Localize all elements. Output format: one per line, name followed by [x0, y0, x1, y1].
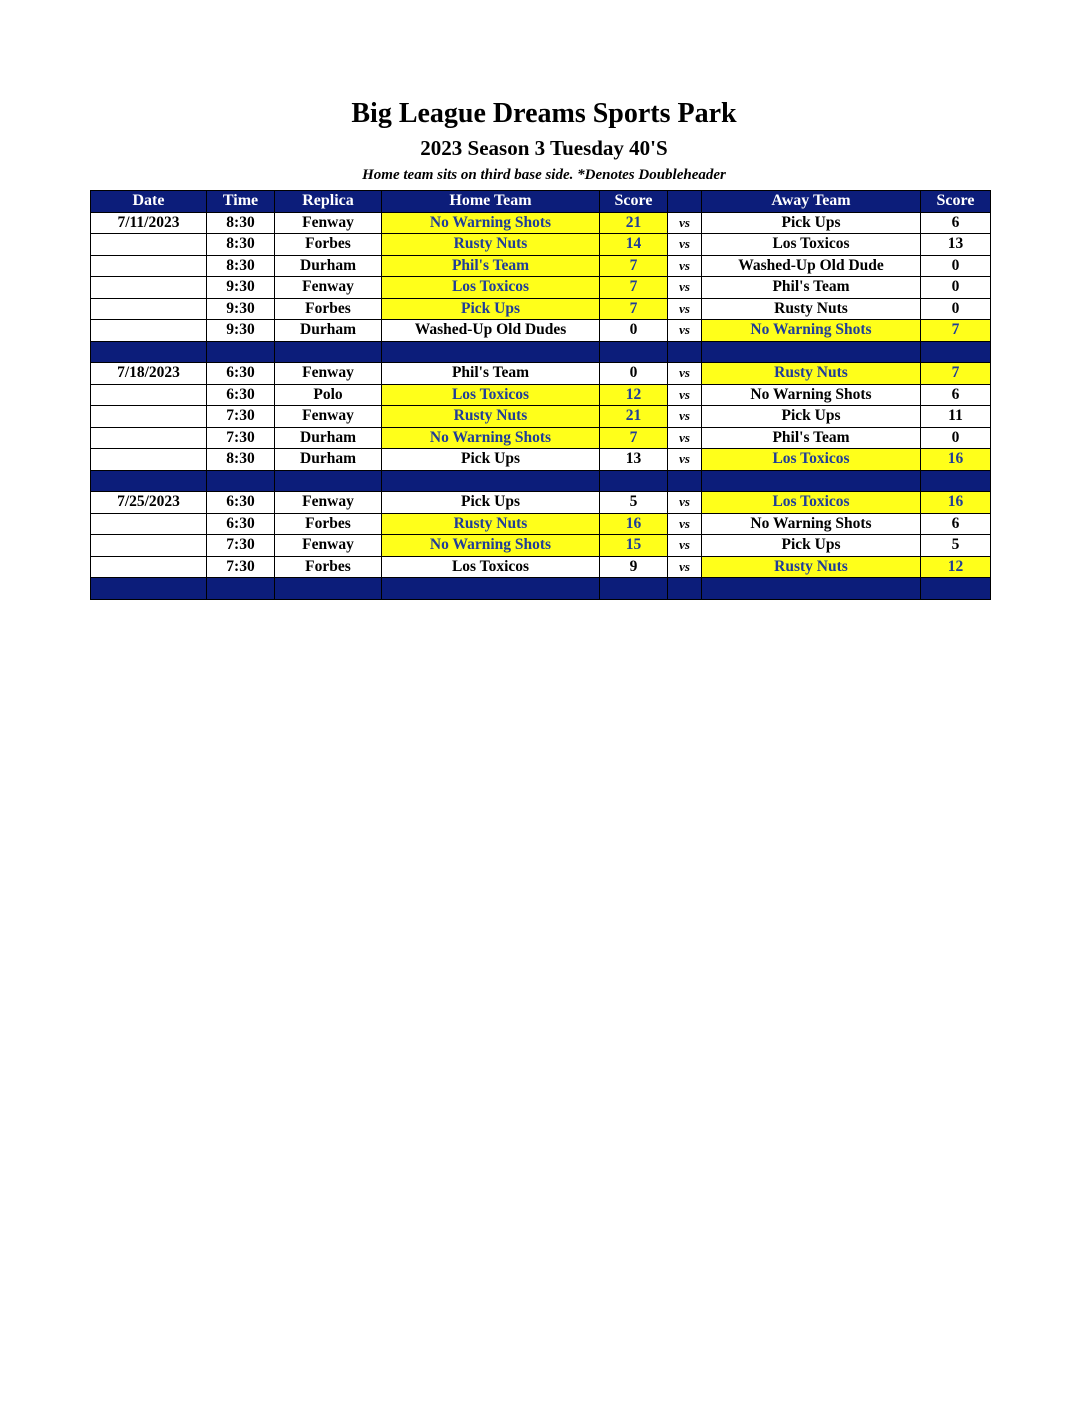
header-away-score: Score — [921, 191, 991, 213]
home-score: 0 — [600, 363, 668, 385]
separator-cell — [668, 470, 702, 492]
vs-label: vs — [668, 363, 702, 385]
vs-label: vs — [668, 492, 702, 514]
separator-cell — [921, 578, 991, 600]
away-team: Washed-Up Old Dude — [702, 255, 921, 277]
home-team: Los Toxicos — [382, 384, 600, 406]
home-team: No Warning Shots — [382, 212, 600, 234]
game-time: 8:30 — [207, 234, 275, 256]
vs-label: vs — [668, 556, 702, 578]
away-team: Rusty Nuts — [702, 363, 921, 385]
table-row — [91, 449, 991, 471]
separator-cell — [702, 470, 921, 492]
game-time: 6:30 — [207, 363, 275, 385]
game-replica: Fenway — [275, 212, 382, 234]
game-date — [91, 406, 207, 428]
home-score: 15 — [600, 535, 668, 557]
schedule-note: Home team sits on third base side. *Denotes Doubleheader — [362, 167, 726, 183]
separator-cell — [600, 578, 668, 600]
separator-row — [91, 341, 991, 363]
game-replica: Fenway — [275, 363, 382, 385]
game-date — [91, 234, 207, 256]
header-replica: Replica — [275, 191, 382, 213]
separator-cell — [91, 578, 207, 600]
home-score: 21 — [600, 212, 668, 234]
game-time: 6:30 — [207, 492, 275, 514]
vs-label: vs — [668, 298, 702, 320]
game-replica: Forbes — [275, 234, 382, 256]
away-team: No Warning Shots — [702, 320, 921, 342]
game-time: 6:30 — [207, 513, 275, 535]
table-row — [91, 363, 991, 385]
game-date: 7/11/2023 — [91, 212, 207, 234]
home-team: Pick Ups — [382, 492, 600, 514]
game-replica: Durham — [275, 427, 382, 449]
vs-label: vs — [668, 384, 702, 406]
away-score: 7 — [921, 320, 991, 342]
game-time: 7:30 — [207, 427, 275, 449]
header-home-score: Score — [600, 191, 668, 213]
separator-cell — [91, 470, 207, 492]
separator-cell — [275, 341, 382, 363]
game-date: 7/18/2023 — [91, 363, 207, 385]
vs-label: vs — [668, 277, 702, 299]
table-row — [91, 513, 991, 535]
home-score: 21 — [600, 406, 668, 428]
home-score: 13 — [600, 449, 668, 471]
away-score: 11 — [921, 406, 991, 428]
vs-label: vs — [668, 427, 702, 449]
home-team: No Warning Shots — [382, 427, 600, 449]
vs-label: vs — [668, 449, 702, 471]
away-team: Pick Ups — [702, 212, 921, 234]
game-time: 8:30 — [207, 255, 275, 277]
game-date: 7/25/2023 — [91, 492, 207, 514]
separator-cell — [600, 341, 668, 363]
away-score: 0 — [921, 427, 991, 449]
game-time: 6:30 — [207, 384, 275, 406]
table-row — [91, 255, 991, 277]
home-team: Rusty Nuts — [382, 406, 600, 428]
game-date — [91, 384, 207, 406]
away-score: 12 — [921, 556, 991, 578]
away-score: 0 — [921, 277, 991, 299]
home-team: Rusty Nuts — [382, 234, 600, 256]
game-replica: Durham — [275, 255, 382, 277]
game-replica: Durham — [275, 449, 382, 471]
game-replica: Fenway — [275, 406, 382, 428]
away-score: 5 — [921, 535, 991, 557]
home-team: Washed-Up Old Dudes — [382, 320, 600, 342]
home-score: 7 — [600, 427, 668, 449]
table-row — [91, 212, 991, 234]
vs-label: vs — [668, 255, 702, 277]
away-score: 0 — [921, 298, 991, 320]
vs-label: vs — [668, 406, 702, 428]
home-score: 16 — [600, 513, 668, 535]
schedule-body — [91, 212, 991, 599]
home-team: Pick Ups — [382, 298, 600, 320]
table-row — [91, 277, 991, 299]
game-date — [91, 556, 207, 578]
table-row — [91, 406, 991, 428]
separator-cell — [275, 470, 382, 492]
game-time: 9:30 — [207, 298, 275, 320]
header-date: Date — [91, 191, 207, 213]
home-team: Phil's Team — [382, 255, 600, 277]
separator-cell — [91, 341, 207, 363]
away-score: 0 — [921, 255, 991, 277]
separator-row — [91, 470, 991, 492]
separator-cell — [382, 470, 600, 492]
home-score: 5 — [600, 492, 668, 514]
game-time: 7:30 — [207, 535, 275, 557]
header-away-team: Away Team — [702, 191, 921, 213]
away-team: Pick Ups — [702, 535, 921, 557]
game-replica: Durham — [275, 320, 382, 342]
away-team: Pick Ups — [702, 406, 921, 428]
away-score: 7 — [921, 363, 991, 385]
table-row — [91, 384, 991, 406]
game-replica: Forbes — [275, 513, 382, 535]
game-time: 8:30 — [207, 449, 275, 471]
home-team: Rusty Nuts — [382, 513, 600, 535]
game-replica: Forbes — [275, 298, 382, 320]
separator-cell — [702, 578, 921, 600]
game-replica: Fenway — [275, 535, 382, 557]
table-row — [91, 492, 991, 514]
table-row — [91, 320, 991, 342]
away-team: Los Toxicos — [702, 492, 921, 514]
home-team: Phil's Team — [382, 363, 600, 385]
separator-cell — [921, 470, 991, 492]
away-team: Phil's Team — [702, 277, 921, 299]
away-team: Phil's Team — [702, 427, 921, 449]
game-time: 9:30 — [207, 320, 275, 342]
separator-cell — [600, 470, 668, 492]
home-score: 7 — [600, 255, 668, 277]
game-date — [91, 277, 207, 299]
vs-label: vs — [668, 212, 702, 234]
game-time: 8:30 — [207, 212, 275, 234]
game-date — [91, 255, 207, 277]
header-vs — [668, 191, 702, 213]
game-time: 9:30 — [207, 277, 275, 299]
page-title: Big League Dreams Sports Park — [351, 98, 737, 129]
table-row — [91, 556, 991, 578]
separator-cell — [668, 578, 702, 600]
away-score: 16 — [921, 492, 991, 514]
home-score: 7 — [600, 277, 668, 299]
home-score: 9 — [600, 556, 668, 578]
separator-cell — [702, 341, 921, 363]
separator-row — [91, 578, 991, 600]
game-date — [91, 449, 207, 471]
away-score: 6 — [921, 513, 991, 535]
page-subtitle: 2023 Season 3 Tuesday 40'S — [420, 136, 668, 160]
vs-label: vs — [668, 513, 702, 535]
game-date — [91, 298, 207, 320]
home-team: Los Toxicos — [382, 556, 600, 578]
away-team: Los Toxicos — [702, 234, 921, 256]
home-score: 0 — [600, 320, 668, 342]
header-time: Time — [207, 191, 275, 213]
game-date — [91, 513, 207, 535]
header-home-team: Home Team — [382, 191, 600, 213]
away-score: 16 — [921, 449, 991, 471]
away-team: No Warning Shots — [702, 513, 921, 535]
table-row — [91, 298, 991, 320]
game-replica: Fenway — [275, 492, 382, 514]
away-team: Rusty Nuts — [702, 298, 921, 320]
home-score: 14 — [600, 234, 668, 256]
away-score: 13 — [921, 234, 991, 256]
header-row — [91, 191, 991, 213]
game-time: 7:30 — [207, 556, 275, 578]
vs-label: vs — [668, 234, 702, 256]
game-time: 7:30 — [207, 406, 275, 428]
separator-cell — [207, 578, 275, 600]
away-team: No Warning Shots — [702, 384, 921, 406]
vs-label: vs — [668, 535, 702, 557]
separator-cell — [668, 341, 702, 363]
table-row — [91, 427, 991, 449]
home-team: Los Toxicos — [382, 277, 600, 299]
separator-cell — [207, 470, 275, 492]
game-replica: Fenway — [275, 277, 382, 299]
away-score: 6 — [921, 212, 991, 234]
game-replica: Forbes — [275, 556, 382, 578]
home-score: 12 — [600, 384, 668, 406]
away-team: Rusty Nuts — [702, 556, 921, 578]
table-row — [91, 234, 991, 256]
away-score: 6 — [921, 384, 991, 406]
game-date — [91, 427, 207, 449]
table-row — [91, 535, 991, 557]
vs-label: vs — [668, 320, 702, 342]
game-date — [91, 320, 207, 342]
separator-cell — [275, 578, 382, 600]
separator-cell — [207, 341, 275, 363]
game-date — [91, 535, 207, 557]
schedule-table — [90, 190, 991, 600]
game-replica: Polo — [275, 384, 382, 406]
separator-cell — [382, 578, 600, 600]
home-score: 7 — [600, 298, 668, 320]
home-team: Pick Ups — [382, 449, 600, 471]
separator-cell — [382, 341, 600, 363]
away-team: Los Toxicos — [702, 449, 921, 471]
separator-cell — [921, 341, 991, 363]
home-team: No Warning Shots — [382, 535, 600, 557]
